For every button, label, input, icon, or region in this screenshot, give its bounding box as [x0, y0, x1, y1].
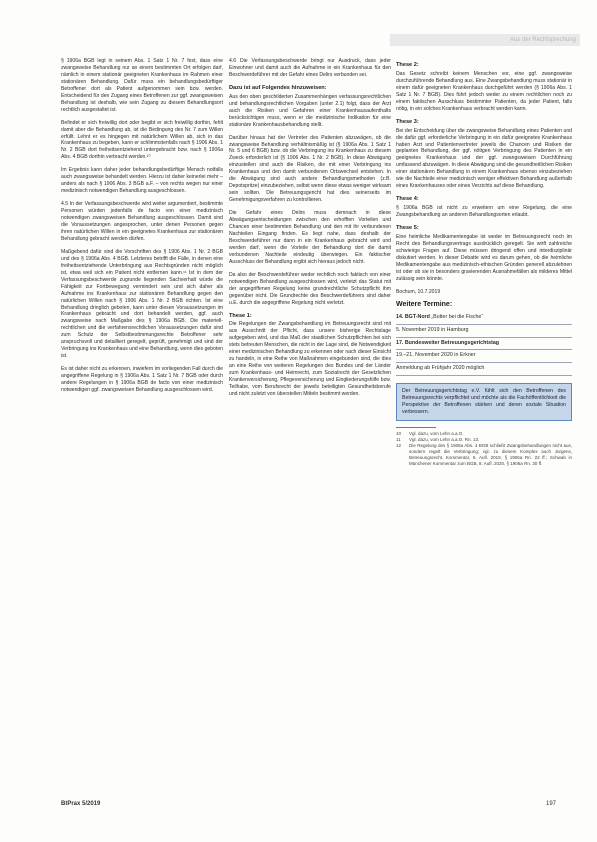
paragraph: Die Regelungen der Zwangsbehandlung im Betreuungsrecht sind mit aus Ausschnitt der Pflicht, dass unsere bisherige Rechtslage aufgegeben wird, und das Maß der staatlichen Schutzpflichten bei sich stets betreuten Menschen, die nicht in der Lage sind, die Notwendigkeit einer medizinischen Behandlung zu erkennen oder nach dieser Einsicht zu handeln, in eine Reihe von Maßnahmen eingebunden sind, die dies an eine Reihe von weiteren Regelungen des Bundes und der Länder zum Krankenhaus- und Heimrecht, zum Sozialrecht der Gesetzlichen Krankenversicherung, Pflegeversicherung und Eingliederungshilfe bzw. Teilhabe, vom Berufsrecht der jeweils beteiligten Gesundheitsberufe und nicht zuletzt von überstellen Mitteln bestimmt werden.	[229, 321, 391, 397]
paragraph: Bei der Entscheidung über die zwangsweise Behandlung eines Patienten und die dafür ggf. erforderliche Verbringung in ein dafür geeignetes Krankenhaus haben Arzt und Patientenvertreter jeweils die Chancen und Risiken der geplanten Behandlung, der ggf. nötigen Verbringung des Patienten in ein geeignetes Krankenhaus und der ggf. zwangsweisen Durchführung umfassend abzuwägen. In diese Abwägung sind die gesundheitlichen Risiken einer stationären Behandlung in einem Krankenhaus ebenso einzubeziehen wie die Nachteile einer medizinisch weniger effektiven Behandlung außerhalb eines Krankenhauses oder eines Verzichts auf diese Behandlung.	[396, 127, 572, 190]
paragraph: Die Gefahr eines Delirs muss demnach in diese Abwägungsentscheidungen zwischen den erhofften Vorteilen und Chancen einer bestimmten Behandlung und den mit ihr verbundenen Nachteilen Eingang finden. Es liegt nahe, dass deshalb der Beschwerdeführer nur dann in ein Krankenhaus gebracht wird und werden darf, wenn die Vorteile der Behandlung dort die damit verbundenen Nachteile eindeutig überwiegen. Ein faktischer Ausschluss der Behandlung ergibt sich hieraus jedoch nicht.	[229, 210, 391, 265]
event-item: 5. November 2019 in Hamburg	[396, 325, 572, 338]
journal-issue: BtPrax 5/2019	[61, 801, 101, 807]
paragraph: Befindet er sich freiwillig dort oder begibt er sich freiwillig dorthin, fehlt damit aber die Behandlung ab, ist die Bedingung des Nr. 7 zum Willen erfüllt. Lehnt er es hingegen mit natürlichem Willen ab, sich in das Krankenhaus zu begeben, kann er schlimmstenfalls nach § 1906 Abs. 1 Nr. 2 BGB dort freiheitsentziehend untergebracht bzw. nach § 1906a Abs. 4 BGB dorthin verbracht werden.¹⁰	[61, 119, 223, 161]
paragraph: Das Gesetz schreibt keinem Menschen vor, eine ggf. zwangsweise durchzuführende Behandlung aus. Eine Zwangsbehandlung muss stationär in einem dafür geeigneten Krankenhaus durchgeführt werden (§ 1906a Abs. 1 Satz 1 Nr. 7 BGB). Dies führt jedoch weder zu einem rechtlichen noch zu einem faktischen Ausschluss bestimmter Patienten, da jeder Patient, falls nötig, in ein solches Krankenhaus verbracht werden kann.	[396, 70, 572, 112]
paragraph: Da also der Beschwerdeführer weder rechtlich noch faktisch von einer notwendigen Behandlung ausgeschlossen wird, verletzt das Statut mit der angegriffenen Regelung keine grundrechtliche Schutzpflicht ihm gegenüber nicht. Die Grundrechte des Beschwerdeführers sind daher u.E. durch die angegriffene Regelung nicht verletzt.	[229, 271, 391, 306]
text-column-2	[229, 58, 391, 404]
event-item: Anmeldung ab Frühjahr 2020 möglich	[396, 363, 572, 376]
paragraph: Es ist daher nicht zu erkennen, inwiefern im vorliegenden Fall durch die angegriffene Regelung in § 1906a Abs. 1 Satz 1 Nr. 7 BGB oder durch andere Regelungen in § 1906a BGB de facto von einer medizinisch notwendigen ggf. zwangsweisen Behandlung ausgeschlossen wird.	[61, 366, 223, 393]
paragraph: § 1906a BGB ist nicht zu erweitern um eine Regelung, die eine Zwangsbehandlung an anderen Behandlungsorten erlaubt.	[396, 205, 572, 219]
text-column-3	[396, 58, 572, 467]
subheading: Dazu ist auf Folgendes hinzuweisen:	[229, 84, 327, 91]
thesis-heading: These 4:	[396, 196, 419, 203]
event-item: 17. Bundesweiter Betreuungsgerichtstag	[396, 338, 572, 351]
paragraph: Darüber hinaus hat der Vertreter des Patienten abzuwägen, ob die zwangsweise Behandlung verhältnismäßig ist (§ 1906a Abs. 1 Satz 1 Nr. 5 und 6 BGB) bzw. ob die Verbringung ins Krankenhaus zu diesem Zweck erforderlich ist (§ 1906 Abs. 1 Nr. 2 BGB). In diese Abwägung einzustellen sind auch die Risiken, die mit einer Verbringung ins Krankenhaus und den damit verbundenen Ortswechsel entstehen. In die Abwägung sind auch andere Behandlungsmethoden (z.B. Depotspritze) einzubeziehen, selbst wenn diese etwas weniger wirksam sein sollten. Die Betreuungsgericht hat dies seinerseits im Genehmigungsverfahren zu kontrollieren.	[229, 134, 391, 204]
paragraph: § 1906a BGB legt in seinem Abs. 1 Satz 1 Nr. 7 fest, dass eine zwangsweise Behandlung nur an einem bestimmten Ort erfolgen darf, nämlich in einem stationär geeigneten Krankenhaus im Rahmen einer stationären Behandlung. Dafür muss ein behandlungsbedürftiger Betroffener dort als Patient aufgenommen sein bzw. werden. Entscheidend für den Zugang eines Betroffenen zur ggf. zwangsweisen Behandlung ist deshalb, wie sein Zugang zu diesem Behandlungsort rechtlich ausgestaltet ist.	[61, 58, 223, 113]
footnote: 11 Vgl. dazu, vom Lehn a.a.O. Rn. 13.	[396, 437, 480, 443]
events-title: Weitere Termine:	[396, 300, 453, 308]
footnote: 12 Die Regelung des § 1906a Abs. 4 BGB schließt Zwangsbehandlungen nicht aus, sondern regelt die Verbringung; vgl. zu diesem Komplex auch Jürgens, Betreuungsrecht, Kommentar, 6. Aufl. 2019, § 1906a Rn. 22 ff.; Schwab in Münchener Kommentar zum BGB, 8. Aufl. 2020, § 1906a Rn. 30 ff.	[396, 443, 572, 467]
running-header: Aus der Rechtsprechung	[390, 34, 580, 46]
association-notice-box: Der Betreuungsgerichtstag e.V. fühlt sich den Betroffenen des Betreuungsrechts verpflichtet und möchte als die Fachöffentlichkeit die Perspektive der Betroffenen stärken und deren soziale Situation verbessern.	[396, 383, 572, 421]
paragraph: Eine heimliche Medikamentengabe ist weder im Betreuungsrecht noch im Recht des Behandlungsvertrags ausdrücklich geregelt. Sie wirft zahlreiche schwierige Fragen auf. Diese müssen dringend offen und interdisziplinär diskutiert werden. In dieser Debatte wird es darum gehen, ob die heimliche Medikamentengabe aus medizinisch-ethischen Gründen generell abzulehnen ist oder ob sie in besonders gravierenden Ausnahmefällen als milderes Mittel zulässig sein könnte.	[396, 234, 572, 282]
paragraph: Aus den oben geschilderten Zusammenhängen verfassungsrechtlichen und behandlungsrechtlichen Vorgaben (unter 2.1) folgt, dass der Arzt auch die Risiken und Gefahren einer Krankenhausaufenthalts berücksichtigen muss, wenn er die medizinische Indikation für eine stationäre Krankenhausbehandlung stellt.	[229, 93, 391, 128]
paragraph: 4.6 Die Verfassungsbeschwerde bringt nur Ausdruck, dass jeder Einwohner und damit auch die Aufnahme in ein Krankenhaus für den Beschwerdeführer mit der Gefahr eines Delirs verbunden sei.	[229, 58, 391, 78]
event-item: 19.–21. November 2020 in Erkner	[396, 350, 572, 363]
paragraph: Maßgebend dafür sind die Vorschriften des § 1906 Abs. 1 Nr. 2 BGB und des § 1906a Abs. 4 BGB. Letzteres betrifft die Fälle, in denen eine freiheitsentziehende Unterbringung aus Rechtsgründen nicht möglich ist, etwa weil sich ein Patient nicht entfernen kann.¹¹ Ist in dem der Verfassungsbeschwerde zugrunde liegenden Sachverhalt würde die Fähigkeit zur Fortbewegung vermindert sein und sich daher als Aufnahme ins Krankenhaus zur stationären Behandlung gegen den natürlichen Willen nach § 1906 Abs. 1 Nr. 2 BGB richten. Ist eine Behandlung dringlich geboten, kann unter diesen Voraussetzungen im Krankenhaus gebracht und dort behandelt werden, ggf. auch zwangsweise nach Maßgabe des § 1906a BGB. Die materiell-rechtlichen und die verfahrensrechtlichen Voraussetzungen dafür sind zum Schutz der Selbstbestimmungsrechte Betroffener sehr anspruchsvoll und detailliert geregelt, geprüft, genehmigt und sind der Verbringung ins Krankenhaus und eine Behandlung, wenn dies geboten ist.	[61, 248, 223, 360]
thesis-heading: These 3:	[396, 118, 419, 125]
thesis-heading: These 1:	[229, 312, 252, 319]
events-list	[396, 312, 572, 377]
thesis-heading: These 5:	[396, 225, 419, 232]
event-item: 14. BGT-Nord „Butter bei die Fische“	[396, 312, 572, 325]
footnote: 10 Vgl. dazu, vom Lehn a.a.O.	[396, 431, 464, 437]
thesis-heading: These 2:	[396, 62, 419, 68]
paragraph: Im Ergebnis kann daher jeder behandlungsbedürftige Mensch notfalls auch zwangsweise behandelt werden. Hierzu ist daher keinerlei mehr – anders als nach § 1906 Abs. 3 BGB a.F. – von rechts wegen nur einer medizinisch notwendigen Behandlung ausgeschlossen.	[61, 167, 223, 195]
page-number: 197	[546, 801, 557, 807]
footnote-divider	[396, 427, 436, 428]
place-date: Bochum, 10.7.2019	[396, 288, 441, 295]
text-column-1	[61, 58, 223, 400]
paragraph: 4.5 In der Verfassungsbeschwerde wird weiter argumentiert, bestimmte Personen würden jedenfalls de facto von einer medizinisch notwendigen zwangsweisen Behandlung ausgeschlossen. Damit sind die Voraussetzungen angesprochen, unter denen Personen gegen ihren natürlichen Willen in ein geeignetes Krankenhaus zur stationären Behandlung gebracht werden dürfen.	[61, 201, 223, 242]
